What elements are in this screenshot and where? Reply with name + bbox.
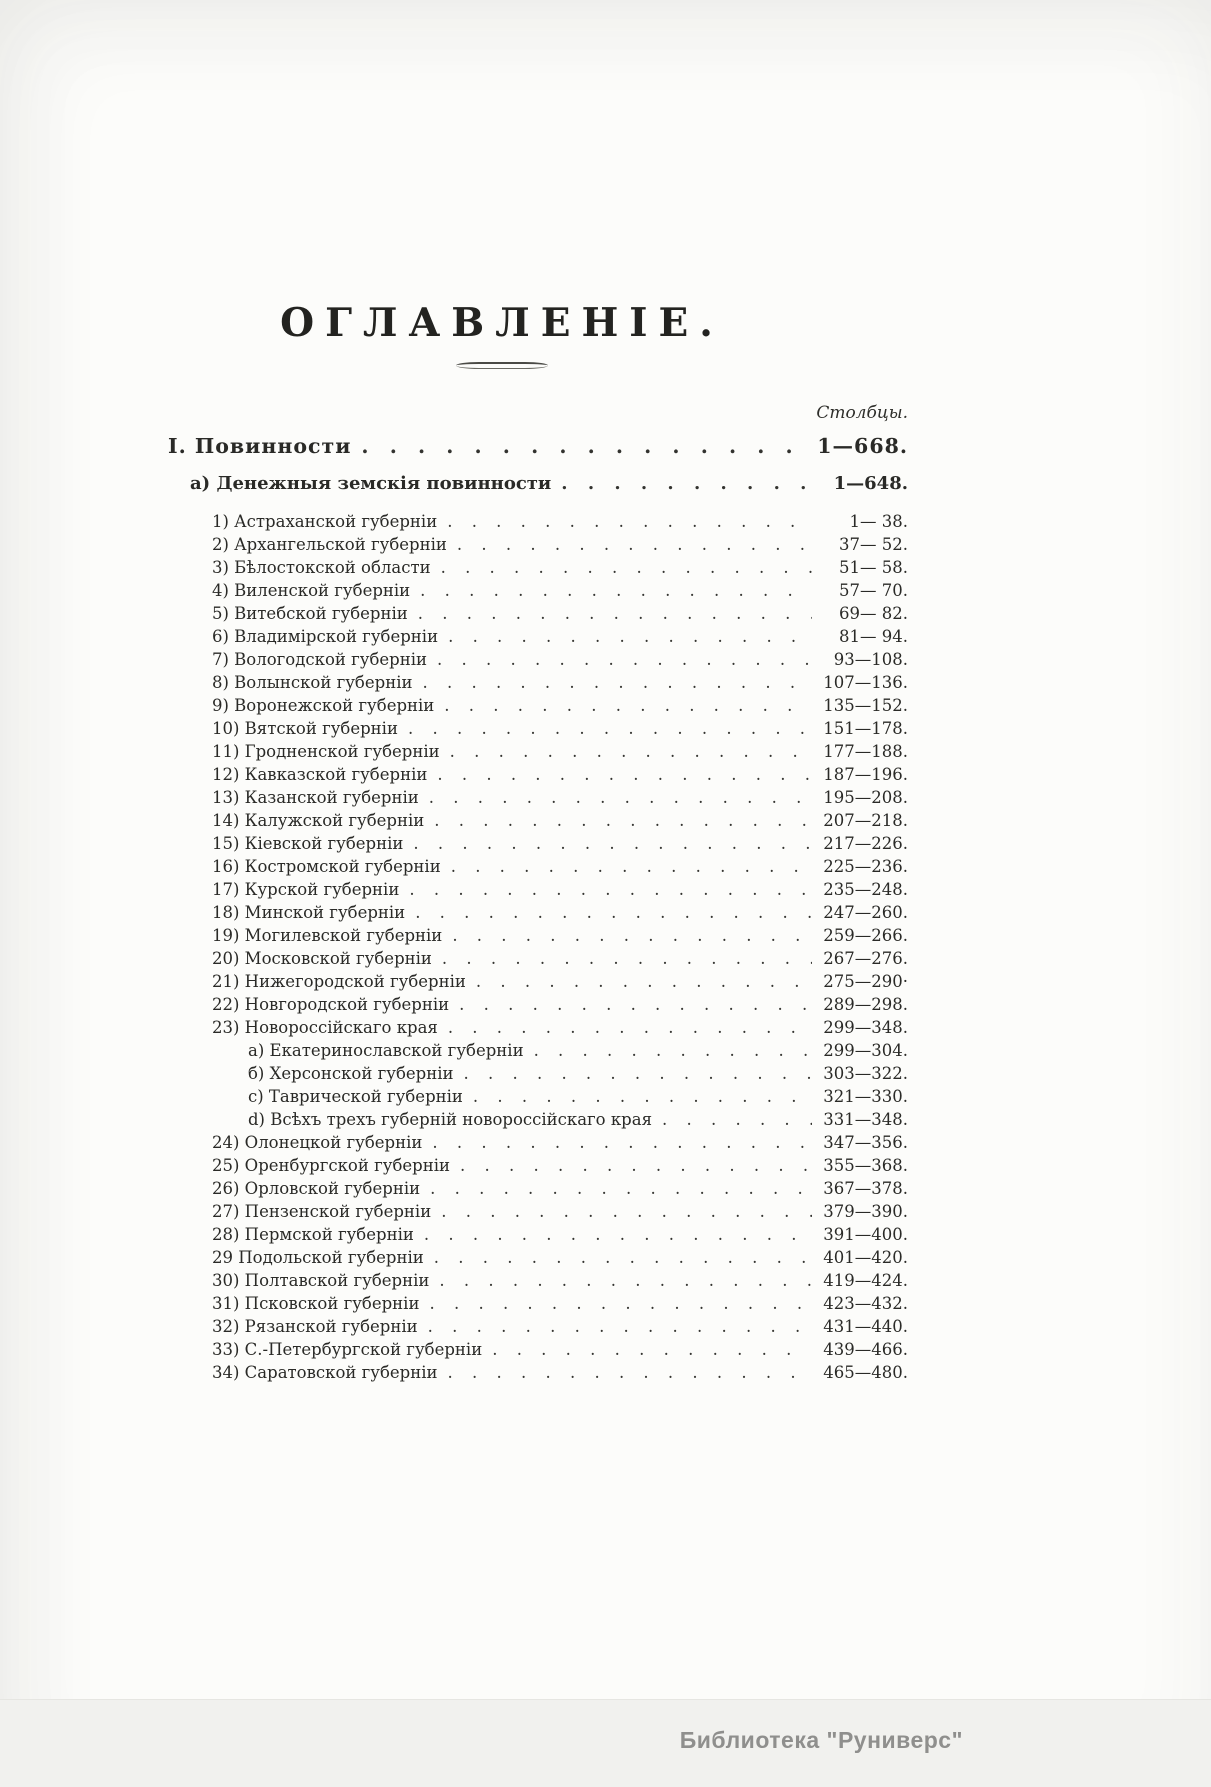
toc-entry: [212, 579, 908, 602]
toc-entry: [212, 1361, 908, 1384]
toc-entry: [212, 1292, 908, 1315]
toc-entry-label: d) Всѣхъ трехъ губерній новороссійскаго края: [248, 1110, 652, 1129]
toc-entry: [212, 924, 908, 947]
toc-entry-label: 18) Минской губерніи: [212, 903, 406, 922]
toc-entry-pages: 207—218.: [823, 811, 908, 830]
toc-entry: [212, 740, 908, 763]
dot-leader: [437, 763, 812, 786]
toc-entry-label: I. Повинности: [168, 434, 352, 458]
toc-entry-pages: 93—108.: [833, 650, 908, 669]
toc-entry: [212, 878, 908, 901]
toc-entry-label: 13) Казанской губерніи: [212, 788, 419, 807]
toc-entry-pages: 225—236.: [823, 857, 908, 876]
toc-entry-label: б) Херсонской губерніи: [248, 1064, 454, 1083]
dot-leader: [451, 855, 812, 878]
toc-entry-label: 20) Московской губерніи: [212, 949, 432, 968]
dot-leader: [430, 1177, 812, 1200]
toc-entry: [212, 1338, 908, 1361]
toc-entry-label: 30) Полтавской губерніи: [212, 1271, 430, 1290]
toc-entry: [212, 671, 908, 694]
dot-leader: [662, 1108, 812, 1131]
dot-leader: [408, 717, 812, 740]
toc-entry-label: 19) Могилевской губерніи: [212, 926, 443, 945]
toc-entry: [248, 1039, 908, 1062]
toc-entry-label: 25) Оренбургской губерніи: [212, 1156, 450, 1175]
toc-entry-label: 11) Гродненской губерніи: [212, 742, 440, 761]
dot-leader: [448, 1016, 812, 1039]
toc-entry: [212, 648, 908, 671]
toc-entry: [248, 1108, 908, 1131]
toc-entry-pages: 423—432.: [823, 1294, 908, 1313]
toc-entry-label: с) Таврической губерніи: [248, 1087, 463, 1106]
toc-entry: [212, 1016, 908, 1039]
dot-leader: [457, 533, 812, 556]
toc-entry: [212, 786, 908, 809]
toc-entry-pages: 379—390.: [823, 1202, 908, 1221]
toc-entry-pages: 81— 94.: [839, 627, 908, 646]
title-divider-ornament: [456, 362, 548, 369]
toc-entry-pages: 267—276.: [823, 949, 908, 968]
toc-entry-label: 26) Орловской губерніи: [212, 1179, 421, 1198]
toc-list: [168, 435, 908, 1384]
dot-leader: [361, 435, 809, 458]
toc-entry-label: 14) Калужской губерніи: [212, 811, 425, 830]
toc-entry-pages: 217—226.: [823, 834, 908, 853]
toc-entry-pages: 1—668.: [817, 434, 908, 458]
toc-entry: [212, 1177, 908, 1200]
dot-leader: [448, 625, 812, 648]
toc-entry: [248, 1085, 908, 1108]
dot-leader: [415, 901, 812, 924]
toc-entry-pages: 69— 82.: [839, 604, 908, 623]
footer-strip: [0, 1699, 1211, 1787]
toc-entry-pages: 187—196.: [823, 765, 908, 784]
toc-entry-label: 32) Рязанской губерніи: [212, 1317, 418, 1336]
toc-entry-label: 22) Новгородской губерніи: [212, 995, 450, 1014]
dot-leader: [439, 1269, 812, 1292]
toc-entry-label: 1) Астраханской губерніи: [212, 512, 438, 531]
toc-entry: [212, 602, 908, 625]
dot-leader: [459, 993, 812, 1016]
toc-entry-label: 15) Кіевской губерніи: [212, 834, 404, 853]
toc-entry: [212, 832, 908, 855]
toc-entry: [212, 855, 908, 878]
toc-entry: [212, 763, 908, 786]
toc-entry: [212, 901, 908, 924]
toc-entry: [190, 472, 908, 495]
toc-entry-pages: 303—322.: [823, 1064, 908, 1083]
toc-entry: [212, 1223, 908, 1246]
toc-entry-label: 2) Архангельской губерніи: [212, 535, 447, 554]
toc-entry-label: 31) Псковской губерніи: [212, 1294, 420, 1313]
toc-entry-pages: 275—290·: [823, 972, 908, 991]
toc-entry: [168, 435, 908, 458]
toc-entry: [212, 625, 908, 648]
dot-leader: [413, 832, 812, 855]
toc-entry-pages: 259—266.: [823, 926, 908, 945]
dot-leader: [534, 1039, 812, 1062]
toc-entry-pages: 355—368.: [823, 1156, 908, 1175]
toc-entry-pages: 1— 38.: [849, 512, 908, 531]
toc-entry-label: 8) Волынской губерніи: [212, 673, 413, 692]
toc-entry-label: 6) Владимірской губерніи: [212, 627, 439, 646]
toc-entry-pages: 177—188.: [823, 742, 908, 761]
toc-entry-label: 16) Костромской губерніи: [212, 857, 441, 876]
dot-leader: [409, 878, 812, 901]
dot-leader: [434, 809, 812, 832]
dot-leader: [420, 579, 812, 602]
dot-leader: [444, 694, 812, 717]
toc-entry: [212, 1315, 908, 1338]
dot-leader: [424, 1223, 812, 1246]
toc-entry-pages: 347—356.: [823, 1133, 908, 1152]
dot-leader: [437, 648, 812, 671]
dot-leader: [463, 1062, 812, 1085]
toc-entry-pages: 419—424.: [823, 1271, 908, 1290]
toc-entry-label: 7) Вологодской губерніи: [212, 650, 428, 669]
toc-entry-pages: 1—648.: [833, 473, 908, 494]
toc-entry: [212, 510, 908, 533]
dot-leader: [422, 671, 812, 694]
toc-entry-pages: 37— 52.: [839, 535, 908, 554]
toc-entry-label: 24) Олонецкой губерніи: [212, 1133, 423, 1152]
columns-header: Столбцы.: [816, 403, 908, 423]
toc-entry-label: 33) С.-Петербургской губерніи: [212, 1340, 483, 1359]
toc-entry-pages: 331—348.: [823, 1110, 908, 1129]
toc-entry-label: 3) Бѣлостокской области: [212, 558, 431, 577]
toc-entry-label: 27) Пензенской губерніи: [212, 1202, 432, 1221]
library-watermark: Библиотека "Руниверс": [679, 1727, 963, 1753]
dot-leader: [441, 556, 812, 579]
dot-leader: [448, 1361, 812, 1384]
toc-entry-pages: 465—480.: [823, 1363, 908, 1382]
toc-entry-pages: 289—298.: [823, 995, 908, 1014]
toc-entry-pages: 107—136.: [823, 673, 908, 692]
dot-leader: [428, 1315, 812, 1338]
toc-entry-pages: 367—378.: [823, 1179, 908, 1198]
dot-leader: [442, 947, 812, 970]
toc-entry-pages: 391—400.: [823, 1225, 908, 1244]
toc-entry: [212, 993, 908, 1016]
dot-leader: [452, 924, 812, 947]
dot-leader: [441, 1200, 812, 1223]
toc-entry: [212, 556, 908, 579]
toc-entry-pages: 321—330.: [823, 1087, 908, 1106]
dot-leader: [460, 1154, 812, 1177]
page-title: ОГЛАВЛЕНІЕ.: [280, 300, 724, 346]
toc-entry-label: 10) Вятской губерніи: [212, 719, 398, 738]
toc-entry-label: 29 Подольской губерніи: [212, 1248, 424, 1267]
toc-entry-pages: 195—208.: [823, 788, 908, 807]
toc-entry-pages: 57— 70.: [839, 581, 908, 600]
toc-entry-label: 34) Саратовской губерніи: [212, 1363, 438, 1382]
dot-leader: [450, 740, 812, 763]
toc-entry-label: 5) Витебской губерніи: [212, 604, 408, 623]
toc-entry-pages: 135—152.: [823, 696, 908, 715]
toc-entry: [212, 970, 908, 993]
toc-entry: [212, 1269, 908, 1292]
toc-entry-pages: 51— 58.: [839, 558, 908, 577]
toc-entry-pages: 247—260.: [823, 903, 908, 922]
dot-leader: [447, 510, 812, 533]
toc-entry-label: а) Денежныя земскія повинности: [190, 473, 552, 494]
dot-leader: [432, 1131, 812, 1154]
toc-entry-pages: 299—348.: [823, 1018, 908, 1037]
toc-entry-pages: 439—466.: [823, 1340, 908, 1359]
toc-entry: [212, 533, 908, 556]
toc-entry-pages: 235—248.: [823, 880, 908, 899]
toc-entry: [212, 1131, 908, 1154]
toc-entry: [212, 1246, 908, 1269]
toc-entry-label: 17) Курской губерніи: [212, 880, 400, 899]
toc-content: [168, 300, 908, 1384]
toc-entry-pages: 151—178.: [823, 719, 908, 738]
toc-entry: [212, 947, 908, 970]
toc-entry-label: 23) Новороссійскаго края: [212, 1018, 438, 1037]
dot-leader: [561, 472, 812, 495]
toc-entry: [212, 1154, 908, 1177]
toc-entry-pages: 299—304.: [823, 1041, 908, 1060]
dot-leader: [473, 1085, 812, 1108]
dot-leader: [492, 1338, 812, 1361]
toc-entry-label: 12) Кавказской губерніи: [212, 765, 428, 784]
dot-leader: [476, 970, 812, 993]
toc-entry: [248, 1062, 908, 1085]
dot-leader: [434, 1246, 812, 1269]
toc-entry-label: 28) Пермской губерніи: [212, 1225, 414, 1244]
toc-entry-label: 4) Виленской губерніи: [212, 581, 411, 600]
toc-entry-pages: 431—440.: [823, 1317, 908, 1336]
toc-entry-label: 21) Нижегородской губерніи: [212, 972, 466, 991]
dot-leader: [429, 1292, 812, 1315]
toc-entry: [212, 809, 908, 832]
toc-entry-label: а) Екатеринославской губерніи: [248, 1041, 524, 1060]
toc-entry: [212, 694, 908, 717]
toc-entry: [212, 1200, 908, 1223]
dot-leader: [418, 602, 812, 625]
toc-entry-pages: 401—420.: [823, 1248, 908, 1267]
dot-leader: [429, 786, 812, 809]
toc-entry: [212, 717, 908, 740]
toc-entry-label: 9) Воронежской губерніи: [212, 696, 435, 715]
